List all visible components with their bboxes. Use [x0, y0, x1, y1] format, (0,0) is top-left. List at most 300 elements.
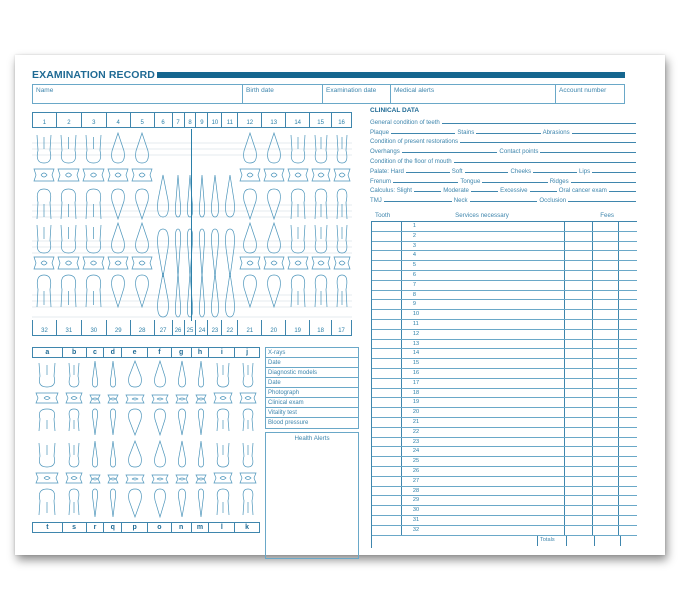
fee-cell[interactable]: [565, 330, 593, 339]
table-row: [372, 487, 637, 497]
tooth-cell[interactable]: [372, 310, 402, 319]
clinical-field-blank[interactable]: [571, 182, 636, 183]
services-table: [371, 221, 637, 548]
fee-cell[interactable]: [619, 418, 637, 427]
service-cell[interactable]: 21: [402, 418, 565, 427]
tooth-number-6[interactable]: 6: [155, 113, 173, 127]
tooth-cell[interactable]: [372, 398, 402, 407]
primary-tooth-d[interactable]: d: [104, 348, 122, 357]
tooth-number-3[interactable]: 3: [82, 113, 107, 127]
service-cell[interactable]: 10: [402, 310, 565, 319]
clinical-field-label: Abrasions: [542, 128, 570, 136]
tooth-number-26[interactable]: 26: [173, 320, 185, 335]
service-cell[interactable]: 9: [402, 300, 565, 309]
fee-cell[interactable]: [619, 340, 637, 349]
health-alerts-box[interactable]: [265, 432, 359, 559]
service-cell[interactable]: 13: [402, 340, 565, 349]
table-row: [372, 408, 637, 418]
tooth-cell[interactable]: [372, 467, 402, 476]
fee-cell[interactable]: [619, 222, 637, 231]
fee-cell[interactable]: [565, 438, 593, 447]
tooth-cell[interactable]: [372, 232, 402, 241]
checklist-item[interactable]: Photograph: [266, 388, 358, 398]
table-row: [372, 447, 637, 457]
service-cell[interactable]: 12: [402, 330, 565, 339]
fee-cell[interactable]: [565, 340, 593, 349]
services-column-header: Services necessary: [455, 212, 509, 219]
tooth-cell[interactable]: [372, 428, 402, 437]
clinical-field-blank[interactable]: [402, 152, 498, 153]
tooth-cell[interactable]: [372, 251, 402, 260]
clinical-field-label: Stains: [457, 128, 475, 136]
tooth-cell[interactable]: [372, 300, 402, 309]
fee-cell[interactable]: [593, 271, 619, 280]
service-cell[interactable]: 11: [402, 320, 565, 329]
birth-date-field[interactable]: [243, 85, 323, 103]
tooth-cell[interactable]: [372, 496, 402, 505]
clinical-line: [370, 194, 638, 204]
tooth-number-8[interactable]: 8: [185, 113, 197, 127]
tooth-cell[interactable]: [372, 438, 402, 447]
fee-cell[interactable]: [619, 242, 637, 251]
primary-tooth-t[interactable]: t: [33, 523, 63, 532]
fee-cell[interactable]: [593, 242, 619, 251]
clinical-field-blank[interactable]: [393, 182, 458, 183]
form-header: [32, 70, 625, 80]
tooth-cell[interactable]: [372, 487, 402, 496]
tooth-cell[interactable]: [372, 457, 402, 466]
fee-cell[interactable]: [565, 359, 593, 368]
clinical-field-blank[interactable]: [471, 191, 498, 192]
clinical-field-blank[interactable]: [533, 172, 577, 173]
fee-cell[interactable]: [619, 349, 637, 358]
table-row: [372, 369, 637, 379]
tooth-cell[interactable]: [372, 291, 402, 300]
fee-cell[interactable]: [565, 398, 593, 407]
service-cell[interactable]: 3: [402, 242, 565, 251]
service-cell[interactable]: 24: [402, 447, 565, 456]
fee-cell[interactable]: [619, 526, 637, 535]
fee-cell[interactable]: [593, 506, 619, 515]
service-cell[interactable]: 25: [402, 457, 565, 466]
fee-cell[interactable]: [619, 447, 637, 456]
clinical-field-blank[interactable]: [568, 201, 636, 202]
service-cell[interactable]: 15: [402, 359, 565, 368]
tooth-number-14[interactable]: 14: [286, 113, 310, 127]
fee-cell[interactable]: [593, 300, 619, 309]
fee-cell[interactable]: [593, 526, 619, 535]
clinical-field-blank[interactable]: [572, 133, 636, 134]
fee-cell[interactable]: [565, 496, 593, 505]
fee-cell[interactable]: [593, 251, 619, 260]
fee-cell[interactable]: [619, 457, 637, 466]
tooth-number-28[interactable]: 28: [131, 320, 155, 335]
fee-cell[interactable]: [593, 291, 619, 300]
fee-cell[interactable]: [565, 526, 593, 535]
fee-cell[interactable]: [593, 398, 619, 407]
clinical-field-blank[interactable]: [540, 152, 636, 153]
tooth-number-5[interactable]: 5: [131, 113, 155, 127]
clinical-field-label: Soft: [451, 167, 463, 175]
tooth-number-24[interactable]: 24: [196, 320, 208, 335]
fee-cell[interactable]: [593, 349, 619, 358]
fee-cell[interactable]: [593, 379, 619, 388]
clinical-field-blank[interactable]: [391, 133, 455, 134]
primary-tooth-m[interactable]: m: [192, 523, 210, 532]
service-cell[interactable]: 31: [402, 516, 565, 525]
table-row: [372, 349, 637, 359]
fee-cell[interactable]: [593, 467, 619, 476]
clinical-line: [370, 155, 638, 165]
service-cell[interactable]: 20: [402, 408, 565, 417]
fee-cell[interactable]: [593, 340, 619, 349]
tooth-number-4[interactable]: 4: [107, 113, 131, 127]
fee-cell[interactable]: [593, 330, 619, 339]
clinical-field-blank[interactable]: [384, 201, 452, 202]
tooth-number-15[interactable]: 15: [310, 113, 332, 127]
fee-cell[interactable]: [619, 398, 637, 407]
clinical-field-blank[interactable]: [460, 142, 636, 143]
fee-cell[interactable]: [619, 271, 637, 280]
totals-label: Totals: [538, 536, 567, 546]
table-row: [372, 359, 637, 369]
tooth-cell[interactable]: [372, 349, 402, 358]
fee-cell[interactable]: [593, 477, 619, 486]
fee-cell[interactable]: [565, 487, 593, 496]
fee-cell[interactable]: [593, 457, 619, 466]
adult-teeth-diagram: [32, 129, 352, 321]
totals-wrap: [372, 536, 637, 548]
primary-tooth-g[interactable]: g: [172, 348, 192, 357]
tooth-cell[interactable]: [372, 271, 402, 280]
totals-cell[interactable]: [595, 536, 621, 546]
totals-cell[interactable]: [621, 536, 639, 546]
totals-row: [537, 536, 639, 546]
table-row: [372, 281, 637, 291]
tooth-number-31[interactable]: 31: [57, 320, 82, 335]
clinical-field-label: Condition of present restorations: [370, 138, 459, 146]
tooth-number-16[interactable]: 16: [332, 113, 352, 127]
fee-cell[interactable]: [565, 261, 593, 270]
primary-tooth-b[interactable]: b: [63, 348, 87, 357]
fee-cell[interactable]: [565, 516, 593, 525]
primary-tooth-f[interactable]: f: [148, 348, 172, 357]
fee-cell[interactable]: [619, 487, 637, 496]
tooth-number-9[interactable]: 9: [196, 113, 208, 127]
tooth-cell[interactable]: [372, 516, 402, 525]
clinical-field-blank[interactable]: [454, 162, 636, 163]
service-cell[interactable]: 27: [402, 477, 565, 486]
primary-tooth-n[interactable]: n: [172, 523, 192, 532]
fee-cell[interactable]: [565, 251, 593, 260]
health-alerts-label: Health Alerts: [294, 435, 330, 442]
service-cell[interactable]: 18: [402, 389, 565, 398]
tooth-number-10[interactable]: 10: [208, 113, 222, 127]
tooth-number-29[interactable]: 29: [107, 320, 131, 335]
tooth-cell[interactable]: [372, 261, 402, 270]
clinical-field-blank[interactable]: [592, 172, 636, 173]
service-cell[interactable]: 23: [402, 438, 565, 447]
tooth-number-30[interactable]: 30: [82, 320, 107, 335]
tooth-cell[interactable]: [372, 320, 402, 329]
fee-cell[interactable]: [593, 320, 619, 329]
clinical-line: [370, 165, 638, 175]
account-number-label: Account number: [559, 87, 607, 94]
fee-cell[interactable]: [593, 496, 619, 505]
tooth-cell[interactable]: [372, 379, 402, 388]
primary-tooth-l[interactable]: l: [209, 523, 235, 532]
clinical-field-blank[interactable]: [414, 191, 441, 192]
title-accent-bar: [157, 72, 625, 78]
primary-tooth-e[interactable]: e: [122, 348, 148, 357]
tooth-cell[interactable]: [372, 242, 402, 251]
primary-tooth-o[interactable]: o: [148, 523, 172, 532]
fee-cell[interactable]: [593, 281, 619, 290]
tooth-cell[interactable]: [372, 330, 402, 339]
fee-cell[interactable]: [619, 300, 637, 309]
table-row: [372, 457, 637, 467]
checklist-item[interactable]: Date: [266, 358, 358, 368]
service-cell[interactable]: 17: [402, 379, 565, 388]
account-number-field[interactable]: [556, 85, 624, 103]
fee-cell[interactable]: [565, 320, 593, 329]
fee-cell[interactable]: [593, 359, 619, 368]
fee-cell[interactable]: [619, 379, 637, 388]
medical-alerts-label: Medical alerts: [394, 87, 435, 94]
clinical-field-label: Calculus: Slight: [370, 187, 412, 195]
services-header: [370, 212, 638, 219]
fee-cell[interactable]: [565, 428, 593, 437]
clinical-field-label: General condition of teeth: [370, 118, 440, 126]
fee-cell[interactable]: [619, 389, 637, 398]
tooth-number-19[interactable]: 19: [286, 320, 310, 335]
fee-cell[interactable]: [565, 379, 593, 388]
clinical-field-label: Frenum: [370, 177, 391, 185]
tooth-cell[interactable]: [372, 408, 402, 417]
table-row: [372, 438, 637, 448]
fee-cell[interactable]: [593, 310, 619, 319]
fee-cell[interactable]: [593, 516, 619, 525]
fee-cell[interactable]: [619, 369, 637, 378]
fee-cell[interactable]: [565, 232, 593, 241]
fee-cell[interactable]: [593, 261, 619, 270]
fee-cell[interactable]: [619, 261, 637, 270]
checklist-item[interactable]: Date: [266, 378, 358, 388]
fee-cell[interactable]: [565, 349, 593, 358]
fee-cell[interactable]: [619, 251, 637, 260]
service-cell[interactable]: 22: [402, 428, 565, 437]
tooth-cell[interactable]: [372, 418, 402, 427]
tooth-cell[interactable]: [372, 281, 402, 290]
fee-cell[interactable]: [593, 438, 619, 447]
checklist-item[interactable]: X-rays: [266, 348, 358, 358]
service-cell[interactable]: 2: [402, 232, 565, 241]
fee-cell[interactable]: [619, 467, 637, 476]
service-cell[interactable]: 8: [402, 291, 565, 300]
fee-cell[interactable]: [565, 369, 593, 378]
fee-cell[interactable]: [565, 467, 593, 476]
clinical-line: [370, 136, 638, 146]
fee-cell[interactable]: [565, 389, 593, 398]
clinical-field-blank[interactable]: [442, 123, 636, 124]
fee-cell[interactable]: [565, 300, 593, 309]
fee-cell[interactable]: [565, 271, 593, 280]
patient-info-row: [32, 84, 625, 104]
tooth-number-21[interactable]: 21: [238, 320, 262, 335]
service-cell[interactable]: 5: [402, 261, 565, 270]
tooth-cell[interactable]: [372, 340, 402, 349]
tooth-number-20[interactable]: 20: [262, 320, 286, 335]
service-cell[interactable]: 28: [402, 487, 565, 496]
clinical-field-blank[interactable]: [470, 201, 538, 202]
checklist-item[interactable]: Clinical exam: [266, 398, 358, 408]
fee-cell[interactable]: [619, 310, 637, 319]
primary-tooth-i[interactable]: i: [209, 348, 235, 357]
fee-cell[interactable]: [619, 506, 637, 515]
table-row: [372, 261, 637, 271]
tooth-number-1[interactable]: 1: [33, 113, 57, 127]
tooth-number-7[interactable]: 7: [173, 113, 185, 127]
tooth-number-25[interactable]: 25: [185, 320, 197, 335]
tooth-number-22[interactable]: 22: [222, 320, 238, 335]
name-field[interactable]: [33, 85, 243, 103]
fee-cell[interactable]: [619, 516, 637, 525]
tooth-cell[interactable]: [372, 369, 402, 378]
tooth-cell[interactable]: [372, 222, 402, 231]
clinical-field-blank[interactable]: [406, 172, 450, 173]
table-row: [372, 222, 637, 232]
primary-tooth-a[interactable]: a: [33, 348, 63, 357]
clinical-field-blank[interactable]: [609, 191, 636, 192]
fee-cell[interactable]: [565, 457, 593, 466]
tooth-number-32[interactable]: 32: [33, 320, 57, 335]
fee-cell[interactable]: [619, 320, 637, 329]
fee-cell[interactable]: [619, 232, 637, 241]
fee-cell[interactable]: [565, 222, 593, 231]
clinical-field-blank[interactable]: [465, 172, 509, 173]
clinical-field-label: Cheeks: [510, 167, 532, 175]
primary-tooth-c[interactable]: c: [87, 348, 105, 357]
service-cell[interactable]: 7: [402, 281, 565, 290]
primary-tooth-k[interactable]: k: [245, 524, 250, 531]
fee-cell[interactable]: [619, 330, 637, 339]
primary-tooth-r[interactable]: r: [87, 523, 105, 532]
fee-cell[interactable]: [619, 408, 637, 417]
primary-tooth-j[interactable]: j: [246, 349, 249, 356]
clinical-field-label: Excessive: [500, 187, 528, 195]
service-cell[interactable]: 4: [402, 251, 565, 260]
fee-cell[interactable]: [593, 232, 619, 241]
fee-cell[interactable]: [565, 477, 593, 486]
clinical-field-label: Overhangs: [370, 148, 400, 156]
tooth-number-12[interactable]: 12: [238, 113, 262, 127]
fee-cell[interactable]: [593, 222, 619, 231]
fee-cell[interactable]: [619, 477, 637, 486]
tooth-number-23[interactable]: 23: [208, 320, 222, 335]
clinical-field-label: Tongue: [460, 177, 481, 185]
medical-alerts-field[interactable]: [391, 85, 556, 103]
table-row: [372, 477, 637, 487]
tooth-number-18[interactable]: 18: [310, 320, 332, 335]
fee-cell[interactable]: [565, 291, 593, 300]
examination-date-field[interactable]: [323, 85, 391, 103]
form-title: EXAMINATION RECORD: [32, 69, 155, 81]
fee-cell[interactable]: [565, 408, 593, 417]
clinical-field-label: Oral cancer exam: [558, 187, 607, 195]
tooth-number-13[interactable]: 13: [262, 113, 286, 127]
name-label: Name: [36, 87, 54, 94]
clinical-field-blank[interactable]: [482, 182, 547, 183]
service-cell[interactable]: 6: [402, 271, 565, 280]
clinical-field-blank[interactable]: [530, 191, 557, 192]
fee-cell[interactable]: [565, 310, 593, 319]
fee-cell[interactable]: [565, 281, 593, 290]
service-cell[interactable]: 30: [402, 506, 565, 515]
fee-cell[interactable]: [593, 408, 619, 417]
fee-cell[interactable]: [619, 428, 637, 437]
fee-cell[interactable]: [565, 418, 593, 427]
tooth-number-11[interactable]: 11: [222, 113, 238, 127]
service-cell[interactable]: 14: [402, 349, 565, 358]
clinical-field-label: Palate: Hard: [370, 167, 404, 175]
fee-cell[interactable]: [565, 506, 593, 515]
service-cell[interactable]: 26: [402, 467, 565, 476]
fee-cell[interactable]: [593, 389, 619, 398]
service-cell[interactable]: 16: [402, 369, 565, 378]
tooth-cell[interactable]: [372, 526, 402, 535]
fee-cell[interactable]: [619, 496, 637, 505]
fee-cell[interactable]: [565, 447, 593, 456]
service-cell[interactable]: 19: [402, 398, 565, 407]
service-cell[interactable]: 29: [402, 496, 565, 505]
fee-cell[interactable]: [593, 447, 619, 456]
checklist-item[interactable]: Blood pressure: [268, 420, 309, 426]
primary-tooth-s[interactable]: s: [63, 523, 87, 532]
fee-cell[interactable]: [593, 369, 619, 378]
fee-cell[interactable]: [619, 438, 637, 447]
primary-tooth-q[interactable]: q: [104, 523, 122, 532]
fee-cell[interactable]: [593, 428, 619, 437]
tooth-number-2[interactable]: 2: [57, 113, 82, 127]
table-row: [372, 340, 637, 350]
tooth-cell[interactable]: [372, 506, 402, 515]
table-row: [372, 516, 637, 526]
clinical-data-heading: CLINICAL DATA: [370, 107, 420, 114]
fee-cell[interactable]: [565, 242, 593, 251]
primary-tooth-h[interactable]: h: [192, 348, 210, 357]
primary-tooth-p[interactable]: p: [122, 523, 148, 532]
tooth-cell[interactable]: [372, 477, 402, 486]
table-row: [372, 418, 637, 428]
tooth-cell[interactable]: [372, 359, 402, 368]
clinical-field-blank[interactable]: [476, 133, 540, 134]
fee-cell[interactable]: [619, 359, 637, 368]
totals-cell[interactable]: [567, 536, 595, 546]
fee-cell[interactable]: [619, 281, 637, 290]
service-cell[interactable]: 32: [402, 526, 565, 535]
checklist-item[interactable]: Diagnostic models: [266, 368, 358, 378]
fee-cell[interactable]: [593, 487, 619, 496]
tooth-cell[interactable]: [372, 447, 402, 456]
fee-cell[interactable]: [593, 418, 619, 427]
tooth-cell[interactable]: [372, 389, 402, 398]
fee-cell[interactable]: [619, 291, 637, 300]
table-row: [372, 398, 637, 408]
tooth-number-17[interactable]: 17: [332, 320, 352, 335]
checklist-item[interactable]: Vitality test: [266, 408, 358, 418]
tooth-number-27[interactable]: 27: [155, 320, 173, 335]
service-cell[interactable]: 1: [402, 222, 565, 231]
